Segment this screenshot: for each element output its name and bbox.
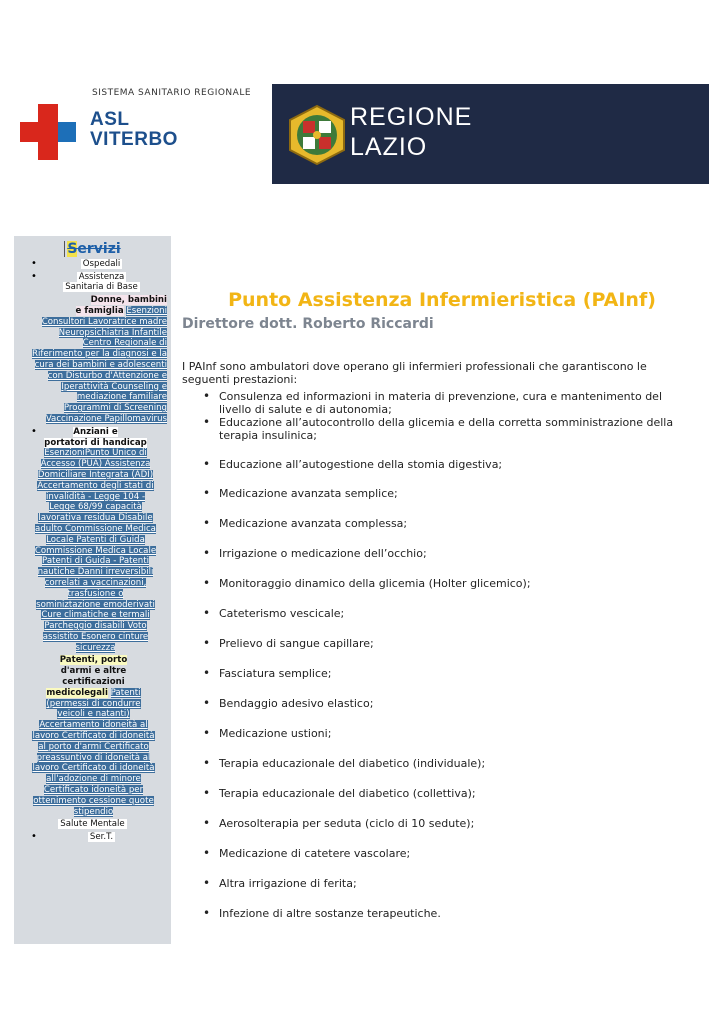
list-item: • Fasciatura semplice; — [182, 667, 692, 680]
list-item: • Educazione all’autogestione della stomia digestiva; — [182, 458, 692, 471]
list-item: • Consulenza ed informazioni in materia di prevenzione, cura e mantenimento del livello di salute e di autonomia; — [182, 390, 692, 416]
list-item: • Medicazione ustioni; — [182, 727, 692, 740]
sidebar-item-label[interactable]: Ser.T. — [89, 832, 114, 843]
sidebar-servizi — [14, 236, 171, 944]
sidebar-item-label[interactable]: Salute Mentale — [60, 819, 125, 830]
sidebar-item-anziani[interactable] — [14, 427, 171, 654]
sidebar-item-label[interactable]: Assistenza — [78, 271, 125, 282]
regione-lazio-banner[interactable] — [272, 84, 709, 184]
sidebar-item-ospedali[interactable] — [14, 259, 171, 270]
sidebar-title — [14, 241, 171, 257]
section-heading: medicolegali — [46, 687, 108, 698]
list-item: • Medicazione avanzata semplice; — [182, 487, 692, 500]
section-heading: Anziani e — [73, 426, 118, 437]
sidebar-title-initial: S — [67, 241, 78, 257]
sidebar-item-patenti[interactable] — [14, 655, 171, 817]
regione-line1: REGIONE — [350, 103, 473, 131]
page-title: Punto Assistenza Infermieristica (PAInf) — [228, 288, 656, 311]
director-name: Direttore dott. Roberto Riccardi — [182, 316, 434, 332]
list-item: • Infezione di altre sostanze terapeutiche. — [182, 907, 692, 920]
red-cross-icon — [20, 104, 76, 160]
asl-viterbo-logo[interactable] — [20, 84, 260, 164]
regione-line2: LAZIO — [350, 133, 428, 161]
sidebar-item-label[interactable]: Sanitaria di Base — [65, 282, 138, 293]
section-heading: Donne, bambini — [90, 295, 167, 306]
list-item: • Prelievo di sangue capillare; — [182, 637, 692, 650]
list-item: • Medicazione di catetere vascolare; — [182, 847, 692, 860]
list-item: • Monitoraggio dinamico della glicemia (Holter glicemico); — [182, 577, 692, 590]
list-item: • Terapia educazionale del diabetico (collettiva); — [182, 787, 692, 800]
list-item: • Altra irrigazione di ferita; — [182, 877, 692, 890]
section-heading: Patenti, porto — [59, 655, 128, 666]
section-heading: d'armi e altre — [60, 666, 127, 677]
submenu-links[interactable]: Esenzioni Consultori Lavoratrice madre Neuropsichiatria Infantile Centro Regionale di Riferimento per la diagnosi e la cura dei bambini e adolescenti con Disturbo d'Attenzione e Iperattività Counseling e mediazione familiare Programmi di Screening Vaccinazione Papillomavirus — [32, 305, 167, 424]
list-item: • Bendaggio adesivo elastico; — [182, 697, 692, 710]
sidebar-item-sert[interactable] — [14, 832, 171, 843]
sidebar-item-label[interactable]: Ospedali — [82, 258, 121, 269]
services-list — [182, 390, 692, 920]
submenu-links[interactable]: Patenti (permessi di condurre veicoli e natanti) Accertamento idoneità al lavoro Certificato di idoneità al porto d'armi Certificato preassuntivo di idoneità al lavoro Certificato di idoneità all'adozione di minore Certificato idoneità per ottenimento cessione quote stipendio — [32, 687, 155, 817]
list-item: • Educazione all’autocontrollo della glicemia e della corretta somministrazione della terapia insulinica; — [182, 416, 692, 442]
section-heading: certificazioni — [62, 677, 125, 688]
list-item: • Irrigazione o medicazione dell’occhio; — [182, 547, 692, 560]
section-heading: portatori di handicap — [44, 437, 147, 448]
asl-name-line2: VITERBO — [90, 129, 178, 150]
intro-paragraph: I PAInf sono ambulatori dove operano gli infermieri professionali che garantiscono le seguenti prestazioni: — [182, 360, 647, 386]
list-item: • Terapia educazionale del diabetico (individuale); — [182, 757, 692, 770]
list-item: • Cateterismo vescicale; — [182, 607, 692, 620]
sidebar-item-salute-mentale[interactable] — [14, 819, 171, 830]
regione-lazio-text — [350, 102, 472, 162]
asl-subtitle: SISTEMA SANITARIO REGIONALE — [92, 88, 252, 98]
asl-name-line1: ASL — [90, 109, 130, 130]
sidebar-menu — [14, 259, 171, 843]
sidebar-item-donne-bambini[interactable] — [14, 295, 171, 425]
list-item: • Medicazione avanzata complessa; — [182, 517, 692, 530]
section-heading: e famiglia — [75, 305, 124, 316]
asl-name — [90, 110, 178, 150]
sidebar-item-assistenza[interactable] — [14, 272, 171, 294]
submenu-links[interactable]: EsenzioniPunto Unico di Accesso (PUA) Assistenza Domiciliare Integrata (ADI) Accertamento degli stati di invalidità - Legge 104 - Legge 68/99 capacità lavorativa residua Disabile adulto Commissione Medica Locale Patenti di Guida Commissione Medica Locale Patenti di Guida - Patenti nautiche Danni irreversibili correlati a vaccinazioni, trasfusione o sominiztazione emoderivati Cure climatiche e termali Parcheggio disabili Voto assistito Esonero cinture sicurezza — [34, 448, 157, 653]
sidebar-title-rest: ervizi — [77, 241, 121, 257]
regione-lazio-emblem-icon — [286, 104, 348, 166]
list-item: • Aerosolterapia per seduta (ciclo di 10 sedute); — [182, 817, 692, 830]
